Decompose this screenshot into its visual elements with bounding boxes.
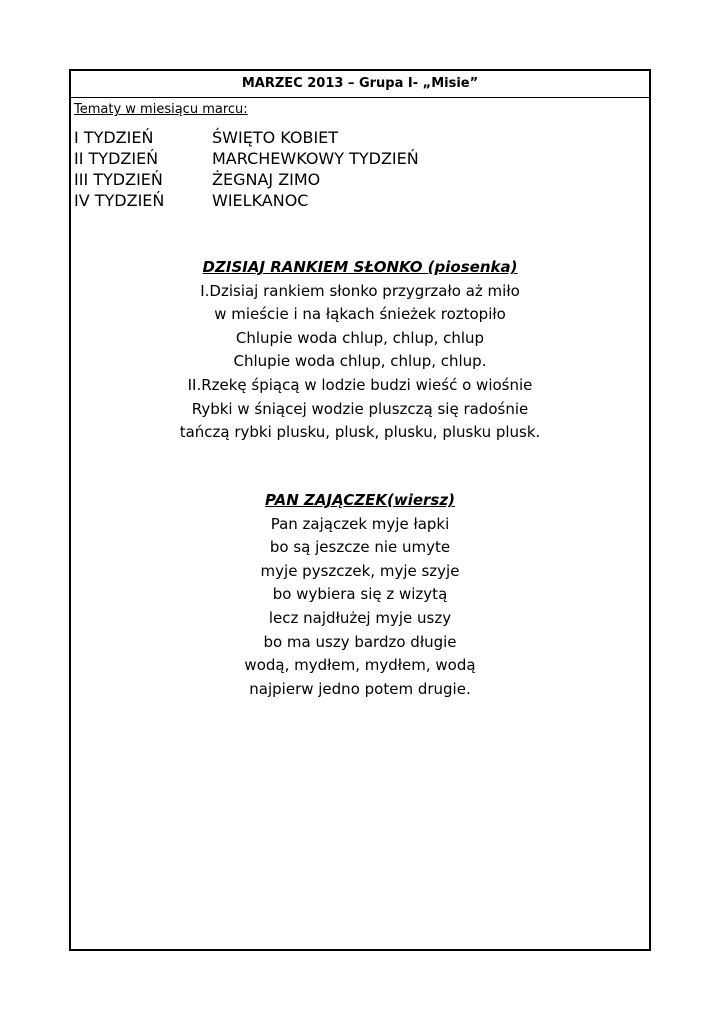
song-line: Chlupie woda chlup, chlup, chlup xyxy=(235,328,485,347)
poem-title: PAN ZAJĄCZEK(wiersz) xyxy=(265,491,455,509)
page-title: MARZEC 2013 – Grupa I- „Misie” xyxy=(241,76,479,91)
song-block xyxy=(71,256,649,445)
week-row xyxy=(74,169,419,190)
week-theme: ŚWIĘTO KOBIET xyxy=(212,128,339,147)
week-row xyxy=(74,148,419,169)
poem-line: najpierw jedno potem drugie. xyxy=(249,679,471,698)
poem-line: myje pyszczek, myje szyje xyxy=(260,561,460,580)
week-theme: MARCHEWKOWY TYDZIEŃ xyxy=(212,149,419,168)
poem-line: bo ma uszy bardzo długie xyxy=(263,632,457,651)
song-line: w mieście i na łąkach śnieżek roztopiło xyxy=(214,305,506,324)
song-title: DZISIAJ RANKIEM SŁONKO (piosenka) xyxy=(202,258,518,276)
poem-line: lecz najdłużej myje uszy xyxy=(268,608,452,627)
week-label: III TYDZIEŃ xyxy=(74,170,163,189)
song-line: Chlupie woda chlup, chlup, chlup. xyxy=(233,352,487,371)
week-label: IV TYDZIEŃ xyxy=(74,191,165,210)
week-row xyxy=(74,127,419,148)
week-theme: WIELKANOC xyxy=(212,191,309,210)
document-frame xyxy=(69,69,651,951)
poem-line: bo wybiera się z wizytą xyxy=(272,585,448,604)
song-line: tańczą rybki plusku, plusk, plusku, plusku plusk. xyxy=(179,423,541,442)
week-label: I TYDZIEŃ xyxy=(74,128,154,147)
topics-heading: Tematy w miesiącu marcu: xyxy=(74,102,248,117)
week-row xyxy=(74,190,419,211)
poem-line: Pan zajączek myje łapki xyxy=(270,514,450,533)
weeks-list xyxy=(74,127,419,211)
header-divider xyxy=(71,97,649,98)
week-theme: ŻEGNAJ ZIMO xyxy=(212,170,321,189)
song-line: I.Dzisiaj rankiem słonko przygrzało aż miło xyxy=(200,281,520,300)
poem-block xyxy=(71,489,649,701)
song-line: Rybki w śniącej wodzie pluszczą się radośnie xyxy=(191,399,529,418)
poem-line: bo są jeszcze nie umyte xyxy=(269,538,451,557)
week-label: II TYDZIEŃ xyxy=(74,149,159,168)
song-line: II.Rzekę śpiącą w lodzie budzi wieść o wiośnie xyxy=(187,375,533,394)
poem-line: wodą, mydłem, mydłem, wodą xyxy=(244,656,476,675)
